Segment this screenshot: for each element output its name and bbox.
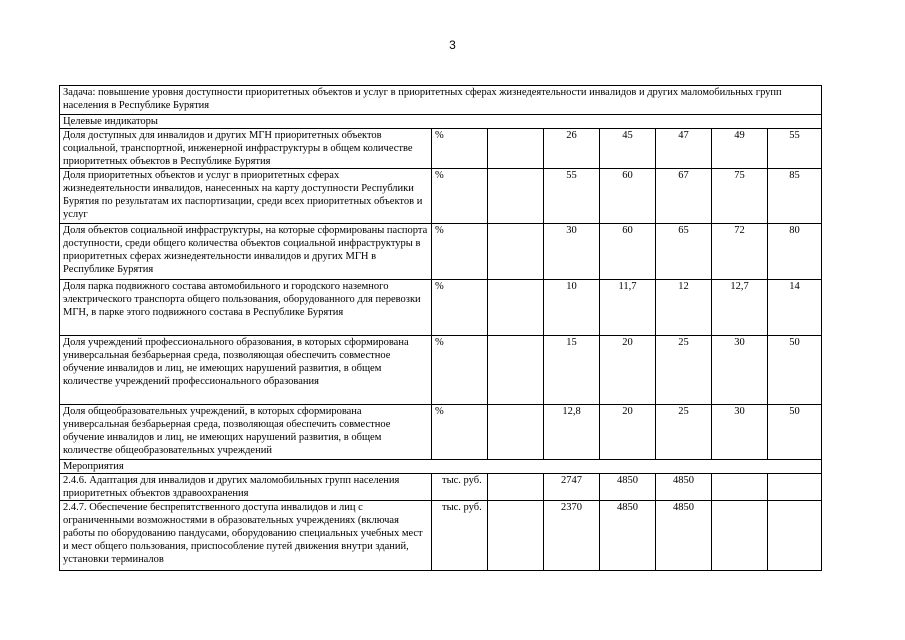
measure-value [712,474,768,501]
indicator-name: Доля объектов социальной инфраструктуры, на которые сформированы паспорта доступности, среди общего количества объектов социальной инфраструктуры в приоритетных сферах жизнедеятельности инвалидов и других МГН в Республике Бурятия [60,224,432,280]
indicator-name: Доля приоритетных объектов и услуг в приоритетных сферах жизнедеятельности инвалидов, нанесенных на карту доступности Республики Бурятия по результатам их паспортизации, среди всех приоритетных объектов и услуг [60,169,432,224]
empty-cell [488,474,544,501]
indicator-unit: % [432,405,488,460]
measure-value [768,474,822,501]
indicator-name: Доля парка подвижного состава автомобильного и городского наземного электрического транспорта общего пользования, оборудованного для перевозки МГН, в парке этого подвижного состава в Республике Бурятия [60,280,432,336]
indicator-value: 12,7 [712,280,768,336]
indicator-row [60,224,822,280]
indicator-value: 45 [600,129,656,169]
indicator-row [60,129,822,169]
task-text: Задача: повышение уровня доступности приоритетных объектов и услуг в приоритетных сферах жизнедеятельности инвалидов и других маломобильных групп населения в Республике Бурятия [60,86,822,115]
indicator-value: 50 [768,405,822,460]
indicator-name: Доля учреждений профессионального образования, в которых сформирована универсальная безбарьерная среда, позволяющая обеспечить совместное обучение инвалидов и лиц, не имеющих нарушений развития, в общем количестве учреждений профессионального образования [60,336,432,405]
empty-cell [488,280,544,336]
indicator-unit: % [432,129,488,169]
empty-cell [488,129,544,169]
indicator-value: 30 [712,405,768,460]
measure-value [712,501,768,571]
indicator-value: 25 [656,336,712,405]
measure-name: 2.4.7. Обеспечение беспрепятственного доступа инвалидов и лиц с ограниченными возможностями в образовательных учреждениях (включая работы по оборудованию пандусами, оборудованию специальных учебных мест и мест общего пользования, приспособление путей движения внутри зданий, установки терминалов [60,501,432,571]
indicator-value: 30 [544,224,600,280]
section-title-indicators: Целевые индикаторы [60,115,822,129]
measure-value: 2747 [544,474,600,501]
measure-value: 2370 [544,501,600,571]
empty-cell [488,501,544,571]
program-table [59,85,822,571]
measure-row [60,474,822,501]
measure-value: 4850 [656,474,712,501]
measure-value: 4850 [656,501,712,571]
indicator-value: 11,7 [600,280,656,336]
indicator-unit: % [432,280,488,336]
indicator-unit: % [432,224,488,280]
empty-cell [488,405,544,460]
indicator-row [60,280,822,336]
measure-unit: тыс. руб. [432,474,488,501]
indicator-value: 14 [768,280,822,336]
indicator-value: 80 [768,224,822,280]
section-title-measures: Мероприятия [60,460,822,474]
indicator-value: 26 [544,129,600,169]
indicator-name: Доля доступных для инвалидов и других МГН приоритетных объектов социальной, транспортной, инженерной инфраструктуры в общем количестве приоритетных объектов в Республике Бурятия [60,129,432,169]
indicator-value: 85 [768,169,822,224]
indicator-value: 60 [600,224,656,280]
indicator-value: 75 [712,169,768,224]
indicator-row [60,336,822,405]
measure-unit: тыс. руб. [432,501,488,571]
indicator-value: 60 [600,169,656,224]
measure-value: 4850 [600,501,656,571]
section-row-measures [60,460,822,474]
indicator-name: Доля общеобразовательных учреждений, в которых сформирована универсальная безбарьерная среда, позволяющая обеспечить совместное обучение инвалидов и лиц, не имеющих нарушений развития, в общем количестве общеобразовательных учреждений [60,405,432,460]
indicator-value: 65 [656,224,712,280]
indicator-unit: % [432,336,488,405]
empty-cell [488,224,544,280]
measure-name: 2.4.6. Адаптация для инвалидов и других маломобильных групп населения приоритетных объектов здравоохранения [60,474,432,501]
indicator-value: 25 [656,405,712,460]
measure-value [768,501,822,571]
indicator-value: 12 [656,280,712,336]
measure-row [60,501,822,571]
empty-cell [488,169,544,224]
indicator-value: 15 [544,336,600,405]
indicator-row [60,405,822,460]
indicator-value: 20 [600,405,656,460]
indicator-value: 30 [712,336,768,405]
indicator-value: 50 [768,336,822,405]
indicator-row [60,169,822,224]
indicator-value: 10 [544,280,600,336]
indicator-value: 67 [656,169,712,224]
empty-cell [488,336,544,405]
indicator-value: 12,8 [544,405,600,460]
section-row-indicators [60,115,822,129]
indicator-value: 55 [544,169,600,224]
page-number: 3 [449,38,456,52]
indicator-value: 49 [712,129,768,169]
measure-value: 4850 [600,474,656,501]
indicator-value: 20 [600,336,656,405]
indicator-value: 55 [768,129,822,169]
task-row [60,86,822,115]
indicator-value: 47 [656,129,712,169]
indicator-unit: % [432,169,488,224]
indicator-value: 72 [712,224,768,280]
